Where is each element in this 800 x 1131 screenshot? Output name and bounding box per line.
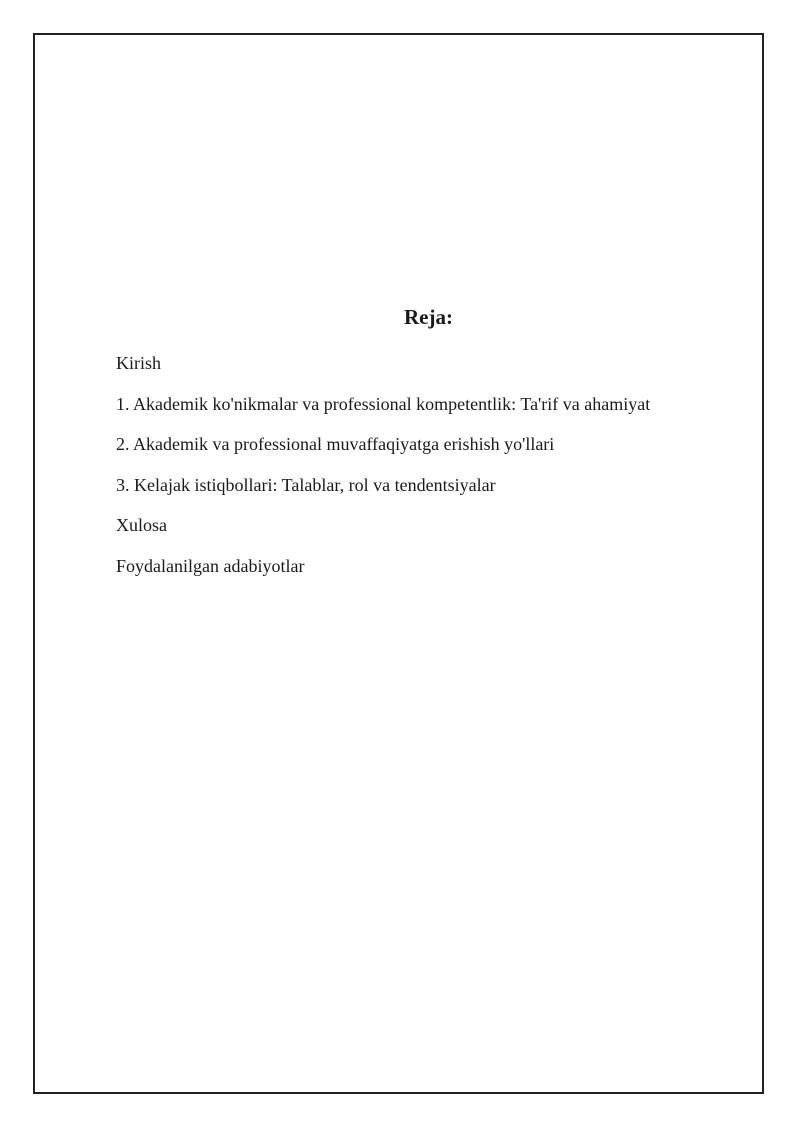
plan-item-introduction: Kirish (116, 353, 161, 373)
plan-item-conclusion: Xulosa (116, 515, 167, 535)
plan-list (116, 353, 650, 596)
plan-item-section-3: 3. Kelajak istiqbollari: Talablar, rol va tendentsiyalar (116, 474, 496, 495)
plan-item-section-2: 2. Akademik va professional muvaffaqiyatga erishish yo'llari (116, 434, 555, 454)
plan-item-section-1: 1. Akademik ko'nikmalar va professional kompetentlik: Ta'rif va ahamiyat (116, 393, 651, 414)
page-frame (33, 33, 764, 1094)
page-title: Reja: (404, 305, 453, 329)
plan-item-references: Foydalanilgan adabiyotlar (116, 555, 305, 576)
